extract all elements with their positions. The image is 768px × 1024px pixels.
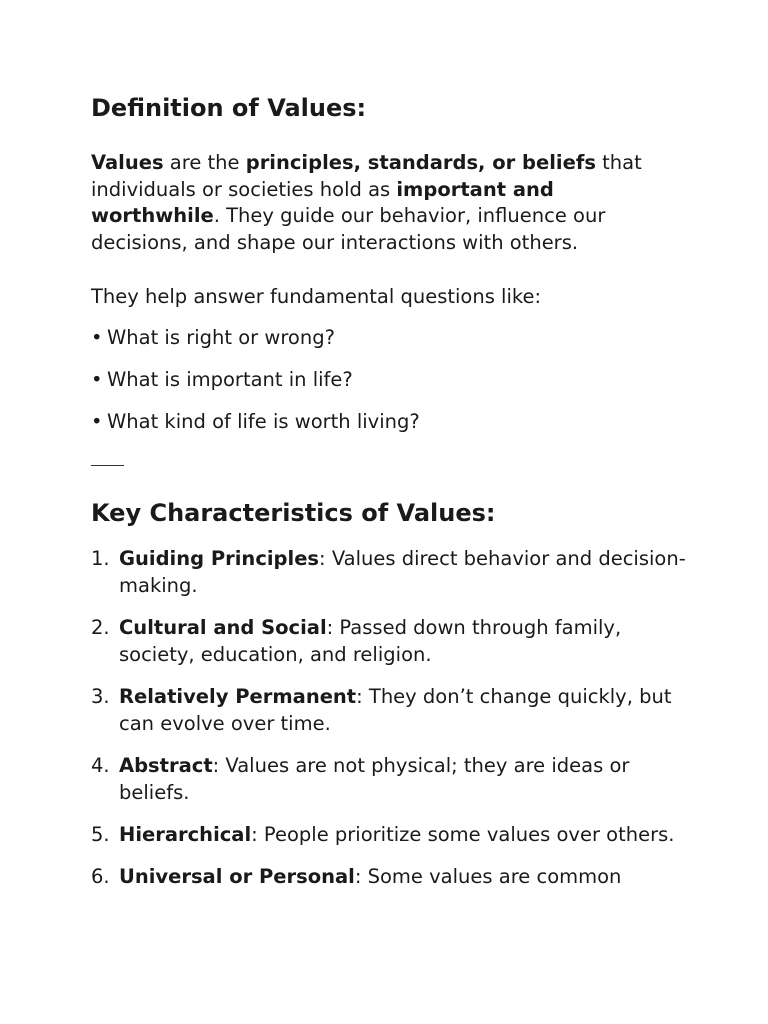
list-item (91, 367, 420, 393)
list-number: 4. (91, 754, 110, 777)
list-number: 2. (91, 616, 110, 639)
characteristic-desc: : Some values are common (354, 865, 622, 888)
list-item (91, 545, 691, 599)
list-item (91, 409, 420, 435)
bullet-icon: • (91, 410, 103, 433)
questions-lead: They help answer fundamental questions like: (91, 285, 542, 308)
list-item (91, 863, 691, 890)
questions-list (91, 325, 420, 451)
characteristic-desc: : Passed down through family, society, education, and religion. (119, 616, 622, 666)
intro-text-3: . They guide our behavior, influence our decisions, and shape our interactions with others. (91, 204, 606, 255)
characteristic-term: Guiding Principles (119, 547, 320, 570)
characteristic-desc: : Values are not physical; they are ideas or beliefs. (119, 754, 630, 804)
list-number: 1. (91, 547, 110, 570)
characteristic-term: Cultural and Social (119, 616, 327, 639)
term-values: Values (91, 151, 164, 174)
list-number: 6. (91, 865, 110, 888)
definition-paragraph (91, 150, 671, 257)
question-text: What is right or wrong? (107, 326, 335, 349)
characteristic-term: Abstract (119, 754, 213, 777)
list-item (91, 752, 691, 806)
question-text: What is important in life? (107, 368, 353, 391)
intro-text-1: are the (163, 151, 246, 174)
characteristic-term: Relatively Permanent (119, 685, 357, 708)
list-number: 5. (91, 823, 110, 846)
characteristics-list (91, 545, 691, 905)
bullet-icon: • (91, 326, 103, 349)
intro-text-2: that individuals or societies hold as (91, 151, 642, 201)
list-item (91, 614, 691, 668)
characteristic-desc: : People prioritize some values over others. (251, 823, 675, 846)
list-number: 3. (91, 685, 110, 708)
characteristics-heading: Key Characteristics of Values: (91, 499, 496, 527)
characteristic-term: Universal or Personal (119, 865, 355, 888)
list-item (91, 683, 691, 737)
characteristic-desc: : Values direct behavior and decision-making. (119, 547, 686, 597)
section-divider (91, 465, 124, 466)
list-item (91, 821, 691, 848)
definition-heading: Definition of Values: (91, 94, 367, 122)
question-text: What kind of life is worth living? (107, 410, 420, 433)
term-important: important and worthwhile (91, 177, 554, 228)
characteristic-term: Hierarchical (119, 823, 252, 846)
characteristic-desc: : They don’t change quickly, but can evolve over time. (119, 685, 672, 735)
term-principles: principles, standards, or beliefs (245, 151, 596, 174)
list-item (91, 325, 420, 351)
bullet-icon: • (91, 368, 103, 391)
